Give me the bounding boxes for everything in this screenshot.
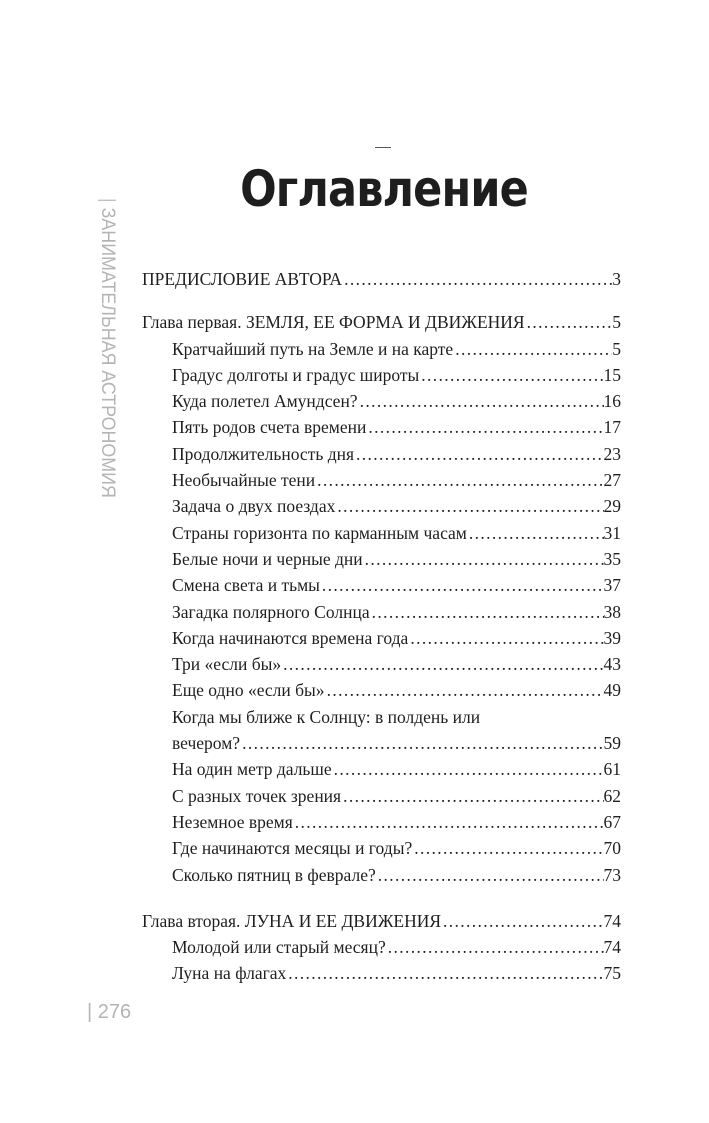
- toc-entry[interactable]: [142, 783, 621, 809]
- toc-entry-page: 16: [603, 391, 621, 412]
- toc-entry-title: Еще одно «если бы»: [172, 680, 325, 701]
- toc-entry-title: С разных точек зрения: [172, 785, 342, 806]
- toc-entry-page: 38: [603, 601, 621, 622]
- toc-entry-title: Смена света и тьмы: [172, 575, 320, 596]
- toc-entry-page: 23: [603, 443, 621, 464]
- toc-entry-title: Куда полетел Амундсен?: [172, 391, 358, 412]
- leader-dots: [325, 677, 604, 703]
- leader-dots: [386, 934, 604, 960]
- running-head-rule: |: [97, 198, 118, 208]
- toc-entry-page: 67: [603, 811, 621, 832]
- toc-entry-page: 59: [603, 733, 621, 754]
- toc-entry[interactable]: [142, 960, 621, 986]
- toc-entry-page: 27: [603, 470, 621, 491]
- table-of-contents: [142, 266, 621, 987]
- toc-entry-page: 62: [603, 785, 621, 806]
- toc-entry[interactable]: [142, 625, 621, 651]
- toc-entry-page: 74: [603, 937, 621, 958]
- leader-dots: [525, 309, 613, 335]
- leader-dots: [366, 414, 603, 440]
- page-number: [87, 1001, 131, 1024]
- leader-dots: [281, 651, 603, 677]
- toc-entry-title: Неземное время: [172, 811, 293, 832]
- toc-entry[interactable]: [142, 835, 621, 861]
- toc-entry[interactable]: [142, 599, 621, 625]
- toc-entry-title: Загадка полярного Солнца: [172, 601, 370, 622]
- title-dash: [375, 147, 391, 148]
- toc-entry[interactable]: [142, 414, 621, 440]
- leader-dots: [363, 546, 604, 572]
- toc-entry[interactable]: [142, 441, 621, 467]
- leader-dots: [342, 266, 612, 292]
- leader-dots: [412, 835, 603, 861]
- toc-entry-title: Молодой или старый месяц?: [172, 937, 386, 958]
- toc-entry-page: 39: [603, 627, 621, 648]
- toc-entry-title: Страны горизонта по карманным часам: [172, 522, 467, 543]
- toc-entry[interactable]: [142, 572, 621, 598]
- toc-entry[interactable]: [142, 336, 621, 362]
- running-head-text: ЗАНИМАТЕЛЬНАЯ АСТРОНОМИЯ: [97, 207, 118, 498]
- toc-entry-title-line1[interactable]: Когда мы ближе к Солнцу: в полдень или: [172, 706, 481, 727]
- leader-dots: [341, 783, 603, 809]
- toc-entry[interactable]: [142, 730, 621, 756]
- leader-dots: [467, 520, 604, 546]
- toc-entry-title: Кратчайший путь на Земле и на карте: [172, 338, 454, 359]
- leader-dots: [441, 908, 603, 934]
- leader-dots: [408, 625, 603, 651]
- toc-entry[interactable]: [142, 388, 621, 414]
- toc-entry[interactable]: [142, 677, 621, 703]
- toc-entry-page: 31: [603, 522, 621, 543]
- toc-chapter-page: 5: [612, 312, 621, 333]
- toc-entry-page: 43: [603, 654, 621, 675]
- toc-entry-page: 3: [612, 269, 621, 289]
- leader-dots: [286, 960, 603, 986]
- page-number-text: 276: [97, 1001, 132, 1023]
- leader-dots: [332, 756, 604, 782]
- leader-dots: [370, 599, 604, 625]
- toc-chapter-title: Глава вторая. ЛУНА И ЕЕ ДВИЖЕНИЯ: [142, 910, 442, 931]
- running-head: [96, 198, 118, 498]
- leader-dots: [358, 388, 604, 414]
- leader-dots: [419, 362, 603, 388]
- toc-entry-title: Продолжительность дня: [172, 443, 355, 464]
- toc-entry-title: Градус долготы и градус широты: [172, 364, 420, 385]
- toc-entry-page: 15: [603, 364, 621, 385]
- toc-chapter-1[interactable]: [142, 309, 621, 335]
- page-title: Оглавление: [240, 160, 528, 218]
- toc-entry[interactable]: [142, 809, 621, 835]
- toc-entry-preface[interactable]: [142, 266, 621, 292]
- toc-entry-page: 49: [603, 680, 621, 701]
- toc-entry-page: 75: [603, 963, 621, 984]
- toc-entry[interactable]: [142, 520, 621, 546]
- leader-dots: [335, 493, 603, 519]
- toc-entry-title: Сколько пятниц в феврале?: [172, 864, 376, 885]
- toc-entry-page: 37: [603, 575, 621, 596]
- toc-entry-title: На один метр дальше: [172, 759, 332, 780]
- toc-entry-page: 5: [612, 338, 621, 359]
- toc-entry-title-line2: вечером?: [172, 733, 241, 754]
- toc-entry[interactable]: [142, 546, 621, 572]
- toc-entry-page: 17: [603, 417, 621, 438]
- toc-entry[interactable]: [142, 756, 621, 782]
- leader-dots: [453, 336, 612, 362]
- toc-chapter-title: Глава первая. ЗЕМЛЯ, ЕЕ ФОРМА И ДВИЖЕНИЯ: [142, 312, 525, 333]
- toc-entry[interactable]: [142, 493, 621, 519]
- toc-entry[interactable]: [142, 467, 621, 493]
- toc-entry-page: 29: [603, 496, 621, 517]
- leader-dots: [293, 809, 604, 835]
- leader-dots: [315, 467, 603, 493]
- toc-entry-title: ПРЕДИСЛОВИЕ АВТОРА: [142, 269, 343, 289]
- toc-entry-page: 35: [603, 548, 621, 569]
- toc-entry-title: Задача о двух поездах: [172, 496, 336, 517]
- toc-entry[interactable]: [142, 862, 621, 888]
- toc-entry[interactable]: [142, 362, 621, 388]
- leader-dots: [376, 862, 604, 888]
- toc-entry[interactable]: [142, 651, 621, 677]
- leader-dots: [354, 441, 603, 467]
- toc-entry-title: Три «если бы»: [172, 654, 282, 675]
- toc-chapter-2[interactable]: [142, 908, 621, 934]
- toc-entry-title: Луна на флагах: [172, 963, 287, 984]
- toc-entry-page: 61: [603, 759, 621, 780]
- toc-chapter-page: 74: [603, 910, 621, 931]
- page-number-rule: |: [87, 1001, 98, 1023]
- toc-entry-title: Белые ночи и черные дни: [172, 548, 363, 569]
- leader-dots: [240, 730, 603, 756]
- toc-entry-title: Где начинаются месяцы и годы?: [172, 838, 413, 859]
- toc-entry-title: Когда начинаются времена года: [172, 627, 409, 648]
- toc-entry-title: Пять родов счета времени: [172, 417, 367, 438]
- toc-entry[interactable]: [142, 934, 621, 960]
- toc-entry-page: 70: [603, 838, 621, 859]
- toc-entry-title: Необычайные тени: [172, 470, 316, 491]
- toc-entry-page: 73: [603, 864, 621, 885]
- leader-dots: [320, 572, 604, 598]
